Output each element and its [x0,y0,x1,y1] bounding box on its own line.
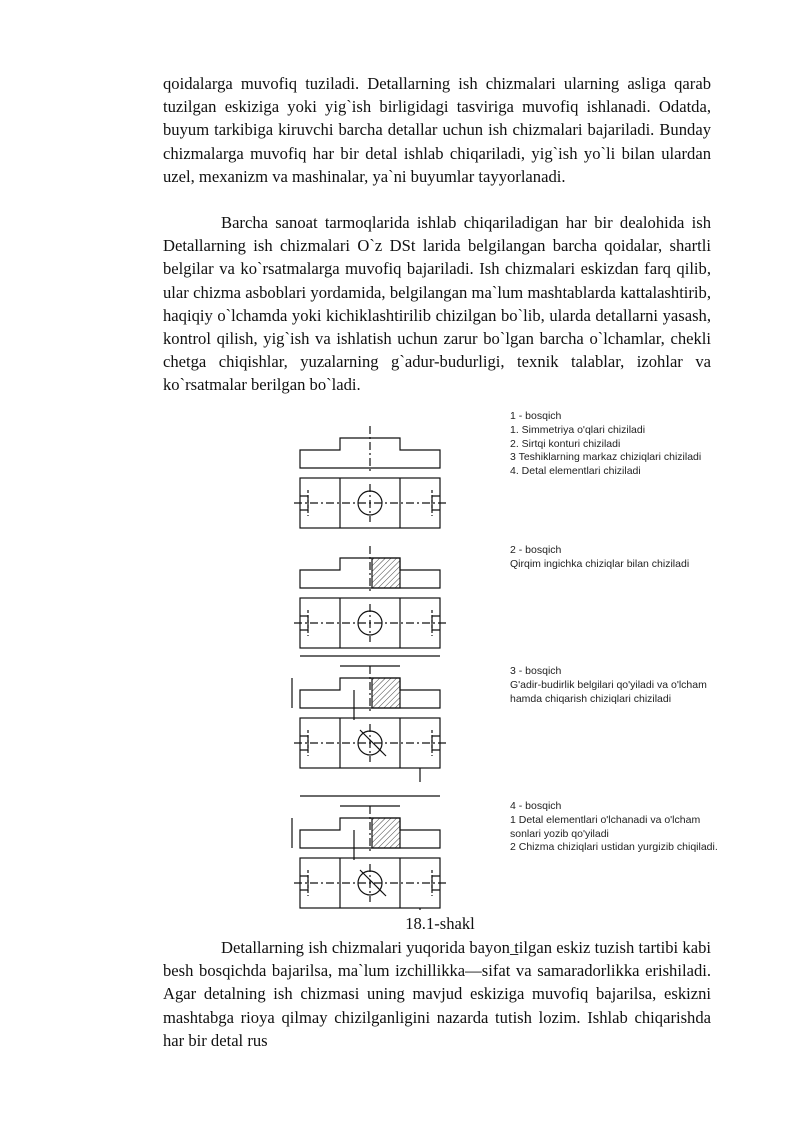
step-3-text: G'adir-budirlik belgilari qo'yiladi va o'lcham hamda chiqarish chiziqlari chiziladi [510,678,707,705]
step-4-description [510,800,720,855]
step-3-title: 3 - bosqich [510,665,562,677]
step-1-description [510,410,720,479]
step-1-text: 1. Simmetriya o'qlari chiziladi 2. Sirtqi konturi chiziladi 3 Teshiklarning markaz chiziqlari chiziladi 4. Detal elementlari chiziladi [510,423,702,478]
drawing-step-2 [294,546,446,648]
step-3-description [510,665,720,706]
drawing-step-1 [294,426,446,528]
paragraph-2: Barcha sanoat tarmoqlarida ishlab chiqariladigan har bir dealohida ish Detallarning ish chizmalari O`z DSt larida belgilangan barcha qoidalar, shartli belgilar va ko`rsatmalarga muvofiq bajariladi. Ish chizmalari eskizdan farq qilib, ular chizma asboblari yordamida, belgilangan ma`lum mashtablarda kattalashtirib, haqiqiy o`lchamda yoki kichiklashtirilib chizilgan bo`lib, ularda detallarni yasash, kontrol qilish, yig`ish va ishlatish uchun zarur bo`lgan barcha o`lchamlar, chekli chetga chiqishlar, yuzalarning g`adur-budurligi, texnik talablar, izohlar va ko`rsatmalar berilgan bo`ladi. [163,213,711,395]
step-2-title: 2 - bosqich [510,544,562,556]
drawing-step-4 [292,796,446,910]
step-2-text: Qirqim ingichka chiziqlar bilan chiziladi [510,557,690,570]
paragraph-3: Detallarning ish chizmalari yuqorida bayon ̲tilgan eskiz tuzish tartibi kabi besh bosqichda bajarilsa, ma`lum izchillikka—sifat va samaradorlikka erishiladi. Agar detalning ish chizmasi uning mavjud eskiziga muvofiq bajarilsa, eskizni mashtabga rioya qilmay chizilganligini nazarda tutish lozim. Ishlab chiqarishda har bir detal rus [163,938,711,1050]
step-4-text: 1 Detal elementlari o'lchanadi va o'lcham sonlari yozib qo'yiladi 2 Chizma chiziqlari ustidan yurgizib chiqiladi. [510,813,718,854]
drawing-step-3 [292,656,446,782]
paragraph-1: qoidalarga muvofiq tuziladi. Detallarning ish chizmalari ularning asliga qarab tuzilgan eskiziga yoki yig`ish birligidagi tasviriga muvofiq ishlanadi. Odatda, buyum tarkibiga kiruvchi barcha detallar uchun ish chizmalari bajariladi. Bunday chizmalarga muvofiq har bir detal ishlab chiqariladi, yig`ish yo`li bilan ulardan uzel, mexanizm va mashinalar, ya`ni buyumlar tayyorlanadi. [163,74,711,186]
step-1-title: 1 - bosqich [510,410,562,422]
step-2-description [510,544,720,572]
step-4-title: 4 - bosqich [510,800,562,812]
figure-caption: 18.1-shakl [405,914,475,933]
technical-drawing-figure [290,420,470,910]
